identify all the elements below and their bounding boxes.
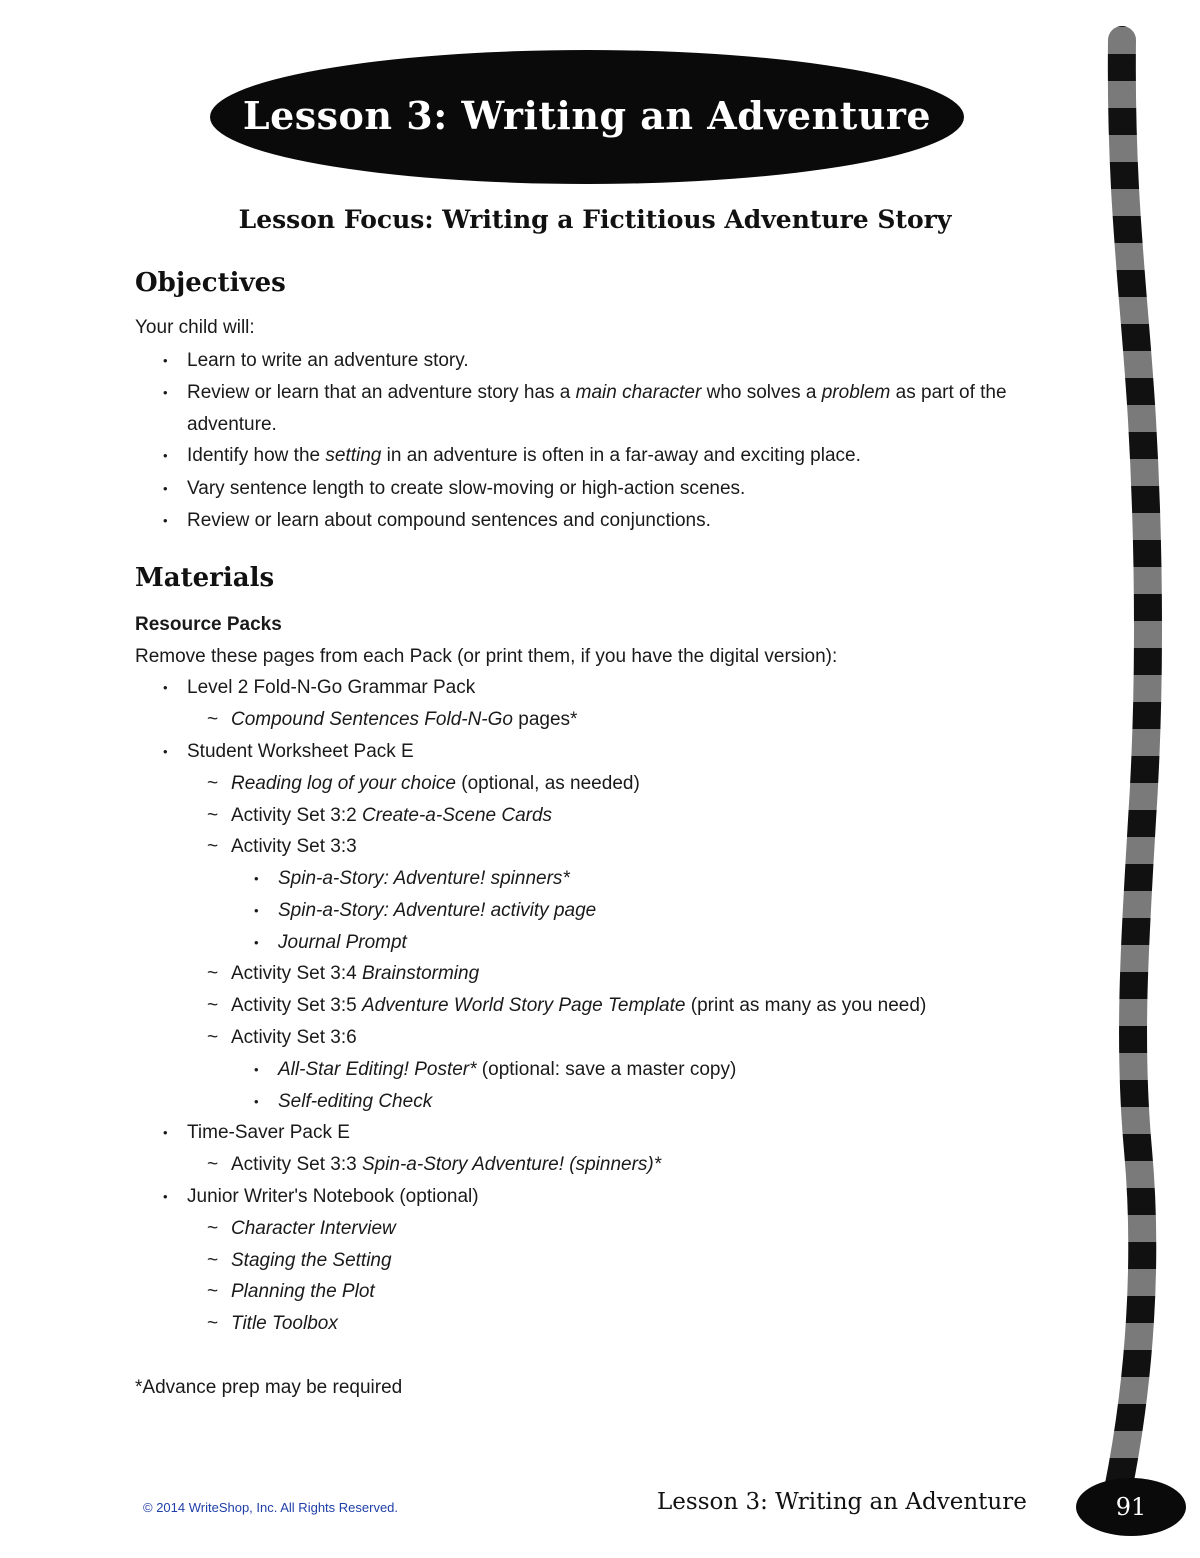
list-item: • All-Star Editing! Poster* (optional: save a master copy) — [278, 1054, 736, 1086]
page-number-badge — [1076, 1478, 1186, 1536]
list-item: • Student Worksheet Pack E — [187, 736, 414, 768]
list-item: ~ Activity Set 3:3 Spin-a-Story Adventure! (spinners)* — [231, 1149, 661, 1181]
list-item: • Learn to write an adventure story. — [187, 345, 469, 377]
list-item: • Identify how the setting in an adventure is often in a far-away and exciting place. — [187, 440, 861, 472]
objectives-intro: Your child will: — [135, 317, 255, 338]
list-item: ~ Reading log of your choice (optional, as needed) — [231, 768, 640, 800]
resource-packs-subheading: Resource Packs — [135, 614, 282, 635]
footer-lesson-title: Lesson 3: Writing an Adventure — [657, 1489, 1027, 1515]
objectives-heading: Objectives — [135, 268, 286, 298]
advance-prep-note: *Advance prep may be required — [135, 1377, 403, 1398]
list-item: ~ Staging the Setting — [231, 1245, 392, 1277]
list-item: • Time-Saver Pack E — [187, 1117, 350, 1149]
list-item: • Review or learn about compound sentences and conjunctions. — [187, 505, 711, 537]
list-item: • Review or learn that an adventure story has a main character who solves a problem as part of the adventure. — [187, 377, 1065, 441]
materials-intro: Remove these pages from each Pack (or print them, if you have the digital version): — [135, 646, 838, 667]
list-item: • Level 2 Fold-N-Go Grammar Pack — [187, 672, 475, 704]
list-item: ~ Character Interview — [231, 1213, 396, 1245]
lesson-focus: Lesson Focus: Writing a Fictitious Adventure Story — [238, 205, 952, 234]
list-item: • Spin-a-Story: Adventure! spinners* — [278, 863, 570, 895]
list-item: ~ Activity Set 3:4 Brainstorming — [231, 958, 479, 990]
lesson-title: Lesson 3: Writing an Adventure — [242, 92, 932, 138]
lesson-title-banner — [210, 50, 964, 184]
list-item: ~ Compound Sentences Fold-N-Go pages* — [231, 704, 577, 736]
decorative-stripe-border — [1080, 0, 1200, 1558]
list-item: ~ Title Toolbox — [231, 1308, 338, 1340]
list-item: • Self-editing Check — [278, 1086, 432, 1118]
materials-heading: Materials — [135, 563, 275, 593]
list-item: ~ Activity Set 3:6 — [231, 1022, 357, 1054]
list-item: • Vary sentence length to create slow-moving or high-action scenes. — [187, 473, 745, 505]
copyright-text: © 2014 WriteShop, Inc. All Rights Reserved. — [143, 1500, 399, 1515]
page-number: 91 — [1115, 1493, 1147, 1521]
list-item: • Journal Prompt — [278, 927, 407, 959]
list-item: ~ Activity Set 3:2 Create-a-Scene Cards — [231, 800, 552, 832]
list-item: ~ Activity Set 3:3 — [231, 831, 357, 863]
list-item: • Spin-a-Story: Adventure! activity page — [278, 895, 596, 927]
list-item: ~ Activity Set 3:5 Adventure World Story Page Template (print as many as you need) — [231, 990, 926, 1022]
list-item: ~ Planning the Plot — [231, 1276, 375, 1308]
list-item: • Junior Writer's Notebook (optional) — [187, 1181, 479, 1213]
